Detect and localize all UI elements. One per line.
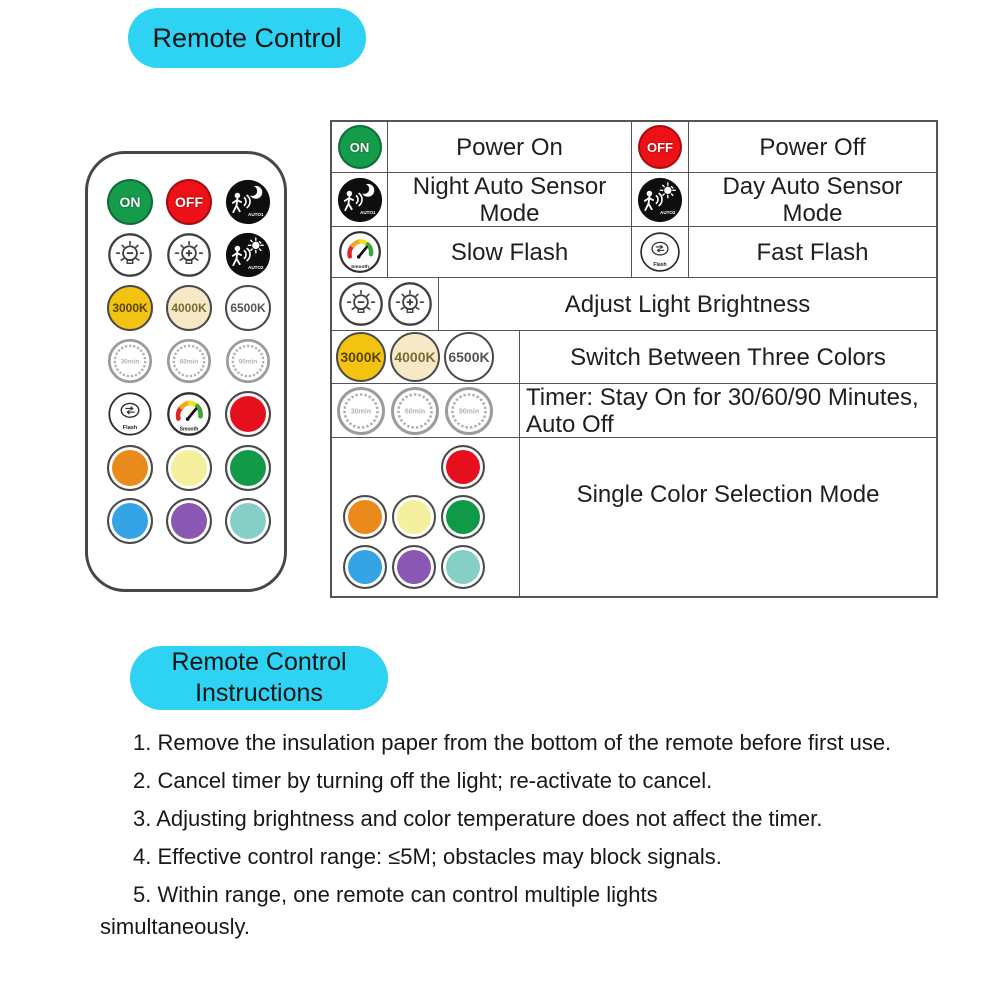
instruction-item-5: 5. Within range, one remote can control multiple lights simultaneously.: [100, 882, 658, 939]
power-on-icon-cell: [332, 122, 388, 172]
single-color-label: Single Color Selection Mode: [576, 480, 880, 508]
k3000-icon: 3000K: [107, 285, 153, 331]
timer-icon-cell: [332, 384, 520, 437]
svg-text:AUTO1: AUTO1: [359, 209, 375, 215]
power-off-icon-cell: [632, 122, 689, 172]
empty-slot: [392, 445, 436, 489]
instructions-list: [100, 727, 975, 949]
svg-text:Smooth: Smooth: [179, 426, 199, 433]
table-row-brightness: [332, 277, 936, 330]
fast-flash-label: Fast Flash: [756, 238, 869, 266]
off-icon: OFF: [638, 125, 682, 169]
instruction-item-2: 2. Cancel timer by turning off the light; re-activate to cancel.: [133, 768, 713, 793]
off-icon: OFF: [166, 179, 212, 225]
brightness-down-icon: [107, 232, 153, 278]
remote-control-illustration: [85, 151, 287, 592]
brightness-up-icon: [387, 281, 433, 327]
table-row-color-temperature: [332, 330, 936, 383]
teal-icon: [441, 545, 485, 589]
fast-flash-icon-cell: [632, 227, 689, 277]
svg-text:60min: 60min: [404, 408, 426, 415]
t30-timer-icon: [336, 386, 386, 436]
brightness-label: Adjust Light Brightness: [564, 290, 811, 318]
svg-text:30min: 30min: [120, 358, 140, 366]
button-function-table: [330, 120, 938, 598]
blue-icon: [343, 545, 387, 589]
night-sensor-icon-cell: [332, 173, 388, 226]
empty-slot: [343, 445, 387, 489]
table-row-flash: [332, 226, 936, 277]
instructions-badge-line1: Remote Control: [171, 648, 347, 676]
k6500-icon: 6500K: [444, 332, 494, 382]
green-icon: [441, 495, 485, 539]
color-temp-label: Switch Between Three Colors: [570, 343, 886, 371]
instructions-badge: [130, 646, 388, 710]
red-icon: [225, 391, 271, 437]
svg-text:Flash: Flash: [653, 261, 667, 268]
t90-timer-icon: [444, 386, 494, 436]
k3000-icon: 3000K: [336, 332, 386, 382]
orange-icon: [343, 495, 387, 539]
svg-text:AUTO2: AUTO2: [248, 264, 264, 270]
day-auto-sensor-icon: [637, 177, 683, 223]
timer-label: Timer: Stay On for 30/60/90 Minutes, Auto Off: [526, 383, 919, 438]
t60-timer-icon: [166, 338, 212, 384]
purple-icon: [392, 545, 436, 589]
brightness-down-icon: [338, 281, 384, 327]
instructions-badge-line2: Instructions: [195, 679, 323, 707]
day-sensor-icon-cell: [632, 173, 689, 226]
instruction-item-3: 3. Adjusting brightness and color temperature does not affect the timer.: [133, 806, 823, 831]
svg-text:AUTO2: AUTO2: [660, 209, 676, 215]
svg-text:90min: 90min: [458, 408, 480, 415]
power-off-label: Power Off: [759, 133, 866, 161]
purple-icon: [166, 498, 212, 544]
night-auto-sensor-icon: [337, 177, 383, 223]
k4000-icon: 4000K: [166, 285, 212, 331]
title-badge-label: Remote Control: [152, 22, 342, 53]
table-row-power: [332, 122, 936, 172]
table-row-single-color: [332, 437, 936, 596]
instruction-item-1: 1. Remove the insulation paper from the bottom of the remote before first use.: [133, 730, 892, 755]
t90-timer-icon: [225, 338, 271, 384]
instruction-item-4: 4. Effective control range: ≤5M; obstacles may block signals.: [133, 844, 722, 869]
yellow-icon: [392, 495, 436, 539]
slow-flash-icon-cell: [332, 227, 388, 277]
svg-text:60min: 60min: [179, 358, 199, 366]
k4000-icon: 4000K: [390, 332, 440, 382]
color-temp-icon-cell: [332, 331, 520, 383]
power-on-label: Power On: [388, 122, 632, 172]
table-row-auto-sensor: [332, 172, 936, 226]
night-sensor-label: Night Auto Sensor Mode: [388, 173, 632, 226]
k6500-icon: 6500K: [225, 285, 271, 331]
teal-icon: [225, 498, 271, 544]
smooth-mode-icon: [166, 391, 212, 437]
brightness-up-icon: [166, 232, 212, 278]
single-color-icon-cell: [332, 438, 520, 596]
night-auto-sensor-icon: [225, 179, 271, 225]
blue-icon: [107, 498, 153, 544]
svg-text:Flash: Flash: [122, 425, 138, 432]
on-icon: ON: [107, 179, 153, 225]
title-badge: [128, 8, 366, 68]
slow-flash-label: Slow Flash: [388, 227, 632, 277]
svg-text:Smooth: Smooth: [350, 264, 369, 270]
table-row-timer: [332, 383, 936, 437]
red-icon: [441, 445, 485, 489]
smooth-mode-icon: [338, 230, 382, 274]
day-sensor-label: Day Auto Sensor Mode: [722, 172, 903, 227]
day-auto-sensor-icon: [225, 232, 271, 278]
flash-mode-icon: [107, 391, 153, 437]
svg-text:30min: 30min: [350, 408, 372, 415]
flash-mode-icon: [639, 231, 681, 273]
green-icon: [225, 445, 271, 491]
on-icon: ON: [338, 125, 382, 169]
svg-text:90min: 90min: [238, 358, 258, 366]
t30-timer-icon: [107, 338, 153, 384]
yellow-icon: [166, 445, 212, 491]
t60-timer-icon: [390, 386, 440, 436]
brightness-icon-cell: [332, 278, 439, 330]
svg-text:AUTO1: AUTO1: [248, 211, 264, 217]
orange-icon: [107, 445, 153, 491]
